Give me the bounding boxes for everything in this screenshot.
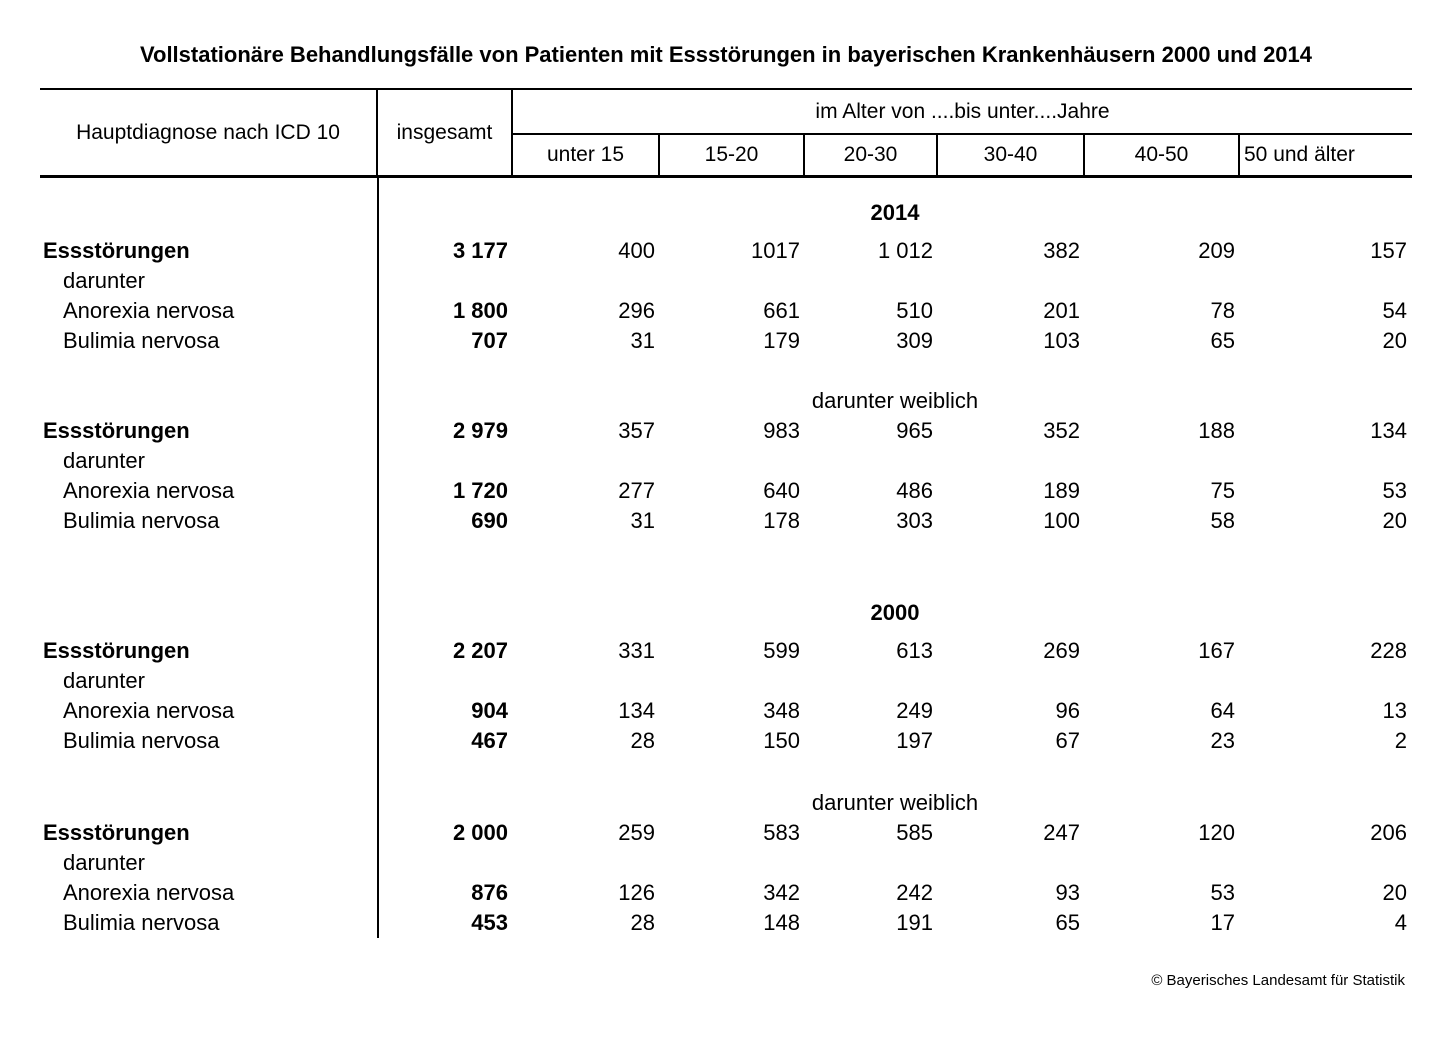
cell-age-4: 167 bbox=[1198, 638, 1235, 663]
cell-age-0: 28 bbox=[630, 910, 655, 935]
cell-age-0: 126 bbox=[618, 880, 655, 905]
section-label: 2014 bbox=[870, 200, 920, 225]
cell-age-0: 331 bbox=[618, 638, 655, 663]
row-label: Essstörungen bbox=[43, 820, 190, 845]
table-row bbox=[40, 266, 1412, 296]
cell-total: 2 979 bbox=[452, 418, 508, 443]
header-age-columns bbox=[513, 135, 1412, 175]
cell-age-4: 65 bbox=[1210, 328, 1235, 353]
table-body bbox=[40, 178, 1412, 938]
header-age-col-30-40: 30-40 bbox=[938, 135, 1085, 175]
table-row bbox=[40, 848, 1412, 878]
cell-age-0: 277 bbox=[618, 478, 655, 503]
cell-age-3: 189 bbox=[1043, 478, 1080, 503]
cell-total: 876 bbox=[471, 880, 508, 905]
table-row bbox=[40, 416, 1412, 446]
cell-total: 1 720 bbox=[452, 478, 508, 503]
header-age-col-under15: unter 15 bbox=[513, 135, 660, 175]
cell-age-3: 269 bbox=[1043, 638, 1080, 663]
cell-total: 904 bbox=[471, 698, 508, 723]
cell-age-4: 58 bbox=[1210, 508, 1235, 533]
cell-age-0: 28 bbox=[630, 728, 655, 753]
cell-age-3: 382 bbox=[1043, 238, 1080, 263]
row-label: Bulimia nervosa bbox=[63, 508, 220, 533]
row-label: Bulimia nervosa bbox=[63, 728, 220, 753]
row-label: Anorexia nervosa bbox=[63, 698, 235, 723]
header-total-label: insgesamt bbox=[378, 90, 513, 175]
cell-age-1: 179 bbox=[763, 328, 800, 353]
cell-age-3: 93 bbox=[1055, 880, 1080, 905]
cell-age-4: 188 bbox=[1198, 418, 1235, 443]
row-label: darunter bbox=[63, 268, 145, 293]
table-row bbox=[40, 636, 1412, 666]
table-row bbox=[40, 446, 1412, 476]
table-header bbox=[40, 88, 1412, 178]
cell-age-3: 65 bbox=[1055, 910, 1080, 935]
row-label: Bulimia nervosa bbox=[63, 328, 220, 353]
header-age-col-40-50: 40-50 bbox=[1085, 135, 1240, 175]
row-label: Essstörungen bbox=[43, 418, 190, 443]
cell-age-2: 309 bbox=[896, 328, 933, 353]
cell-age-4: 209 bbox=[1198, 238, 1235, 263]
section-header-2014 bbox=[40, 198, 1412, 228]
cell-age-4: 120 bbox=[1198, 820, 1235, 845]
cell-total: 1 800 bbox=[452, 298, 508, 323]
table-row bbox=[40, 236, 1412, 266]
cell-age-3: 96 bbox=[1055, 698, 1080, 723]
header-age-col-20-30: 20-30 bbox=[805, 135, 938, 175]
cell-age-5: 157 bbox=[1370, 238, 1407, 263]
cell-age-5: 206 bbox=[1370, 820, 1407, 845]
cell-age-3: 352 bbox=[1043, 418, 1080, 443]
cell-age-1: 599 bbox=[763, 638, 800, 663]
cell-age-4: 64 bbox=[1210, 698, 1235, 723]
cell-age-3: 201 bbox=[1043, 298, 1080, 323]
cell-age-1: 150 bbox=[763, 728, 800, 753]
table-row bbox=[40, 476, 1412, 506]
cell-age-0: 296 bbox=[618, 298, 655, 323]
cell-age-1: 178 bbox=[763, 508, 800, 533]
cell-age-0: 259 bbox=[618, 820, 655, 845]
cell-age-2: 197 bbox=[896, 728, 933, 753]
cell-age-5: 53 bbox=[1382, 478, 1407, 503]
cell-age-1: 342 bbox=[763, 880, 800, 905]
cell-age-2: 249 bbox=[896, 698, 933, 723]
column-divider-line bbox=[377, 178, 379, 938]
cell-total: 2 207 bbox=[452, 638, 508, 663]
row-label: Anorexia nervosa bbox=[63, 880, 235, 905]
cell-age-0: 357 bbox=[618, 418, 655, 443]
cell-age-0: 134 bbox=[618, 698, 655, 723]
table-row bbox=[40, 878, 1412, 908]
cell-age-2: 191 bbox=[896, 910, 933, 935]
cell-age-4: 23 bbox=[1210, 728, 1235, 753]
section-header-2014-weiblich bbox=[40, 386, 1412, 416]
cell-age-1: 983 bbox=[763, 418, 800, 443]
table-row bbox=[40, 296, 1412, 326]
cell-age-0: 31 bbox=[630, 508, 655, 533]
cell-age-4: 53 bbox=[1210, 880, 1235, 905]
header-age-group bbox=[513, 90, 1412, 175]
header-diagnosis-label: Hauptdiagnose nach ICD 10 bbox=[40, 90, 378, 175]
cell-total: 3 177 bbox=[452, 238, 508, 263]
table-row bbox=[40, 908, 1412, 938]
header-age-title: im Alter von ....bis unter....Jahre bbox=[513, 90, 1412, 135]
table-row bbox=[40, 696, 1412, 726]
header-age-col-15-20: 15-20 bbox=[660, 135, 805, 175]
cell-age-5: 20 bbox=[1382, 880, 1407, 905]
cell-age-1: 640 bbox=[763, 478, 800, 503]
cell-age-3: 247 bbox=[1043, 820, 1080, 845]
cell-age-1: 148 bbox=[763, 910, 800, 935]
cell-age-2: 585 bbox=[896, 820, 933, 845]
cell-age-5: 20 bbox=[1382, 328, 1407, 353]
section-label: darunter weiblich bbox=[811, 790, 979, 815]
row-label: Essstörungen bbox=[43, 238, 190, 263]
row-label: Bulimia nervosa bbox=[63, 910, 220, 935]
copyright-notice: © Bayerisches Landesamt für Statistik bbox=[1151, 972, 1405, 989]
cell-age-5: 54 bbox=[1382, 298, 1407, 323]
row-label: darunter bbox=[63, 448, 145, 473]
cell-age-2: 965 bbox=[896, 418, 933, 443]
cell-total: 453 bbox=[471, 910, 508, 935]
row-label: Anorexia nervosa bbox=[63, 298, 235, 323]
section-header-2000-weiblich bbox=[40, 788, 1412, 818]
cell-age-1: 583 bbox=[763, 820, 800, 845]
table-row bbox=[40, 506, 1412, 536]
cell-age-5: 13 bbox=[1382, 698, 1407, 723]
page-title: Vollstationäre Behandlungsfälle von Patienten mit Essstörungen in bayerischen Krankenhäusern 2000 und 2014 bbox=[139, 42, 1313, 67]
row-label: darunter bbox=[63, 668, 145, 693]
cell-age-2: 242 bbox=[896, 880, 933, 905]
cell-age-5: 4 bbox=[1394, 910, 1407, 935]
cell-total: 690 bbox=[471, 508, 508, 533]
cell-total: 467 bbox=[471, 728, 508, 753]
table-row bbox=[40, 726, 1412, 756]
cell-age-2: 510 bbox=[896, 298, 933, 323]
cell-age-5: 228 bbox=[1370, 638, 1407, 663]
cell-age-5: 2 bbox=[1394, 728, 1407, 753]
table-row bbox=[40, 666, 1412, 696]
cell-age-2: 486 bbox=[896, 478, 933, 503]
row-label: darunter bbox=[63, 850, 145, 875]
cell-age-2: 1 012 bbox=[877, 238, 933, 263]
section-label: darunter weiblich bbox=[811, 388, 979, 413]
row-label: Essstörungen bbox=[43, 638, 190, 663]
table-row bbox=[40, 818, 1412, 848]
cell-age-2: 613 bbox=[896, 638, 933, 663]
cell-age-4: 75 bbox=[1210, 478, 1235, 503]
cell-age-0: 31 bbox=[630, 328, 655, 353]
section-header-2000 bbox=[40, 598, 1412, 628]
cell-age-3: 67 bbox=[1055, 728, 1080, 753]
cell-age-5: 20 bbox=[1382, 508, 1407, 533]
cell-age-2: 303 bbox=[896, 508, 933, 533]
cell-age-3: 100 bbox=[1043, 508, 1080, 533]
cell-age-4: 78 bbox=[1210, 298, 1235, 323]
cell-age-3: 103 bbox=[1043, 328, 1080, 353]
cell-age-1: 348 bbox=[763, 698, 800, 723]
cell-age-4: 17 bbox=[1210, 910, 1235, 935]
cell-age-1: 1017 bbox=[751, 238, 800, 263]
table-row bbox=[40, 326, 1412, 356]
header-age-col-50plus: 50 und älter bbox=[1244, 143, 1355, 166]
cell-age-0: 400 bbox=[618, 238, 655, 263]
cell-age-1: 661 bbox=[763, 298, 800, 323]
cell-total: 707 bbox=[471, 328, 508, 353]
cell-age-5: 134 bbox=[1370, 418, 1407, 443]
row-label: Anorexia nervosa bbox=[63, 478, 235, 503]
section-label: 2000 bbox=[870, 600, 920, 625]
cell-total: 2 000 bbox=[452, 820, 508, 845]
